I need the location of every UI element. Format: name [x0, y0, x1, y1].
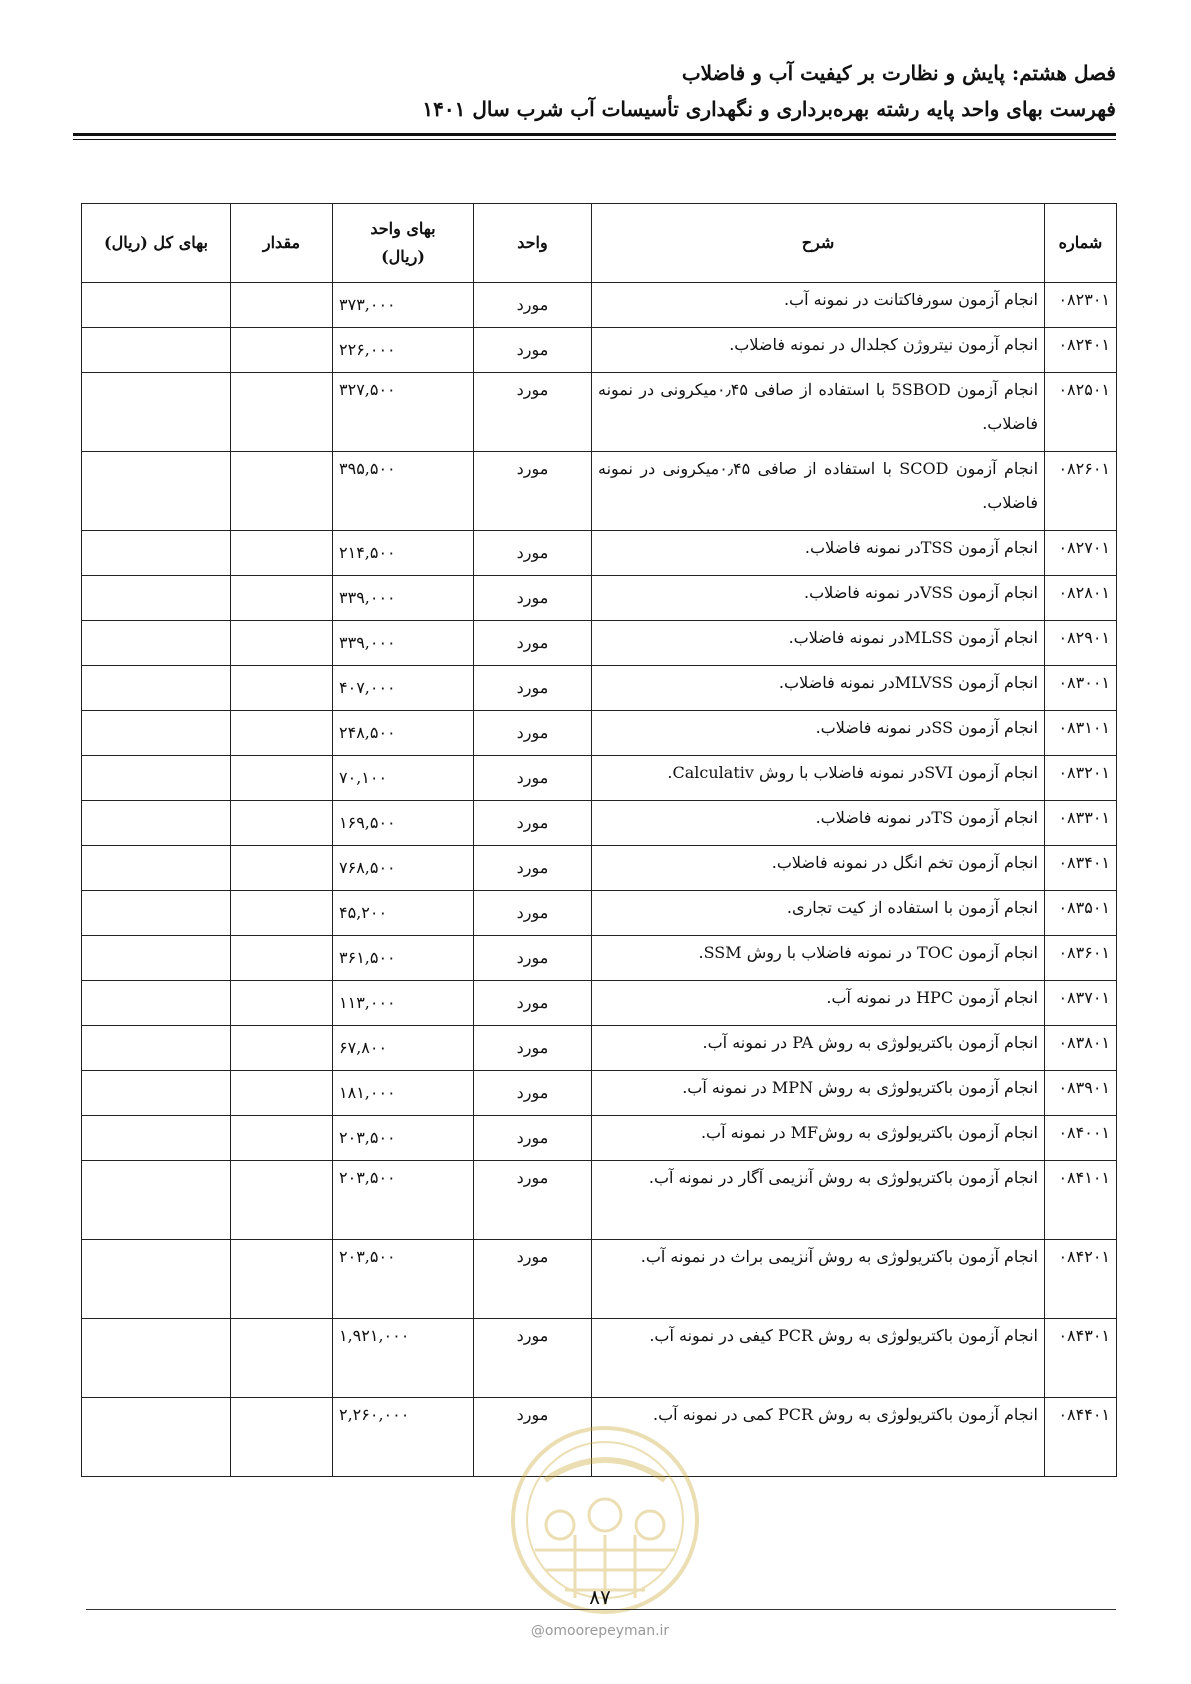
- row-unit: مورد: [474, 1026, 592, 1071]
- row-unit: مورد: [474, 981, 592, 1026]
- row-description: انجام آزمون نیتروژن کجلدال در نمونه فاضلاب.: [592, 328, 1045, 373]
- row-code: ۰۸۳۳۰۱: [1045, 801, 1117, 846]
- row-unit: مورد: [474, 328, 592, 373]
- row-quantity: [231, 1161, 333, 1240]
- row-total: [82, 328, 231, 373]
- table-row: [82, 576, 1117, 621]
- row-total: [82, 711, 231, 756]
- row-quantity: [231, 1026, 333, 1071]
- row-description: انجام آزمون باکتریولوژی به روشMF در نمونه آب.: [592, 1116, 1045, 1161]
- row-description: انجام آزمون باکتریولوژی به روش آنزیمی براث در نمونه آب.: [592, 1240, 1045, 1319]
- row-unit: مورد: [474, 576, 592, 621]
- row-total: [82, 1240, 231, 1319]
- row-unit-price: ۷۰,۱۰۰: [333, 756, 474, 801]
- table-row: [82, 1071, 1117, 1116]
- row-unit-price: ۱۸۱,۰۰۰: [333, 1071, 474, 1116]
- row-total: [82, 373, 231, 452]
- row-quantity: [231, 1398, 333, 1477]
- row-description: انجام آزمون MLSSدر نمونه فاضلاب.: [592, 621, 1045, 666]
- page-number: ۸۷: [589, 1585, 611, 1609]
- chapter-title: فصل هشتم: پایش و نظارت بر کیفیت آب و فاضلاب: [681, 61, 1116, 85]
- row-description: انجام آزمون سورفاکتانت در نمونه آب.: [592, 283, 1045, 328]
- row-description: انجام آزمون با استفاده از کیت تجاری.: [592, 891, 1045, 936]
- row-unit-price: ۱۱۳,۰۰۰: [333, 981, 474, 1026]
- row-quantity: [231, 666, 333, 711]
- row-unit: مورد: [474, 1398, 592, 1477]
- row-quantity: [231, 801, 333, 846]
- price-table: [81, 203, 1117, 1477]
- row-unit: مورد: [474, 373, 592, 452]
- row-description: انجام آزمون MLVSSدر نمونه فاضلاب.: [592, 666, 1045, 711]
- row-quantity: [231, 711, 333, 756]
- price-list-title: فهرست بهای واحد پایه رشته بهره‌برداری و نگهداری تأسیسات آب شرب سال ۱۴۰۱: [422, 97, 1116, 121]
- row-unit: مورد: [474, 711, 592, 756]
- table-row: [82, 621, 1117, 666]
- row-description: انجام آزمون باکتریولوژی به روش MPN در نمونه آب.: [592, 1071, 1045, 1116]
- row-quantity: [231, 1116, 333, 1161]
- table-row: [82, 1026, 1117, 1071]
- row-total: [82, 1071, 231, 1116]
- row-code: ۰۸۲۷۰۱: [1045, 531, 1117, 576]
- row-unit-price: ۳۳۹,۰۰۰: [333, 621, 474, 666]
- row-total: [82, 891, 231, 936]
- row-unit-price: ۱۶۹,۵۰۰: [333, 801, 474, 846]
- table-row: [82, 1319, 1117, 1398]
- row-quantity: [231, 621, 333, 666]
- row-quantity: [231, 981, 333, 1026]
- table-row: [82, 531, 1117, 576]
- table-row: [82, 283, 1117, 328]
- col-header-description: شرح: [592, 204, 1045, 283]
- row-quantity: [231, 846, 333, 891]
- table-row: [82, 666, 1117, 711]
- row-unit: مورد: [474, 666, 592, 711]
- row-quantity: [231, 373, 333, 452]
- row-quantity: [231, 452, 333, 531]
- row-description: انجام آزمون SVIدر نمونه فاضلاب با روش Calculativ.: [592, 756, 1045, 801]
- row-code: ۰۸۲۵۰۱: [1045, 373, 1117, 452]
- row-description: انجام آزمون SCOD با استفاده از صافی ۰٫۴۵میکرونی در نمونه فاضلاب.: [592, 452, 1045, 531]
- row-total: [82, 666, 231, 711]
- table-row: [82, 936, 1117, 981]
- row-unit: مورد: [474, 1161, 592, 1240]
- row-unit-price: ۲۴۸,۵۰۰: [333, 711, 474, 756]
- row-unit-price: ۲۲۶,۰۰۰: [333, 328, 474, 373]
- table-row: [82, 1240, 1117, 1319]
- row-code: ۰۸۴۰۰۱: [1045, 1116, 1117, 1161]
- row-total: [82, 452, 231, 531]
- row-unit-price: ۲,۲۶۰,۰۰۰: [333, 1398, 474, 1477]
- table-row: [82, 711, 1117, 756]
- row-description: انجام آزمون باکتریولوژی به روش PCR کمی در نمونه آب.: [592, 1398, 1045, 1477]
- row-unit-price: ۷۶۸,۵۰۰: [333, 846, 474, 891]
- row-total: [82, 283, 231, 328]
- row-code: ۰۸۲۳۰۱: [1045, 283, 1117, 328]
- row-total: [82, 1026, 231, 1071]
- row-unit: مورد: [474, 1319, 592, 1398]
- row-quantity: [231, 1240, 333, 1319]
- row-quantity: [231, 1071, 333, 1116]
- row-quantity: [231, 891, 333, 936]
- row-total: [82, 576, 231, 621]
- row-total: [82, 756, 231, 801]
- row-unit-price: ۴۵,۲۰۰: [333, 891, 474, 936]
- row-code: ۰۸۴۳۰۱: [1045, 1319, 1117, 1398]
- row-description: انجام آزمون باکتریولوژی به روش PA در نمونه آب.: [592, 1026, 1045, 1071]
- row-unit-price: ۱,۹۲۱,۰۰۰: [333, 1319, 474, 1398]
- row-code: ۰۸۲۸۰۱: [1045, 576, 1117, 621]
- row-description: انجام آزمون VSSدر نمونه فاضلاب.: [592, 576, 1045, 621]
- row-total: [82, 1116, 231, 1161]
- row-code: ۰۸۳۰۰۱: [1045, 666, 1117, 711]
- row-unit: مورد: [474, 756, 592, 801]
- col-header-unit-price: [333, 204, 474, 283]
- row-quantity: [231, 1319, 333, 1398]
- row-unit-price: ۳۲۷,۵۰۰: [333, 373, 474, 452]
- row-quantity: [231, 283, 333, 328]
- table-row: [82, 373, 1117, 452]
- table-row: [82, 846, 1117, 891]
- row-total: [82, 936, 231, 981]
- table-row: [82, 801, 1117, 846]
- row-description: انجام آزمون باکتریولوژی به روش آنزیمی آگار در نمونه آب.: [592, 1161, 1045, 1240]
- row-unit-price: ۴۰۷,۰۰۰: [333, 666, 474, 711]
- row-unit-price: ۲۱۴,۵۰۰: [333, 531, 474, 576]
- row-code: ۰۸۲۴۰۱: [1045, 328, 1117, 373]
- col-header-total: بهای کل (ریال): [82, 204, 231, 283]
- row-code: ۰۸۲۹۰۱: [1045, 621, 1117, 666]
- row-total: [82, 621, 231, 666]
- row-total: [82, 801, 231, 846]
- row-description: انجام آزمون TOC در نمونه فاضلاب با روش SSM.: [592, 936, 1045, 981]
- row-unit: مورد: [474, 283, 592, 328]
- table-row: [82, 981, 1117, 1026]
- row-unit-price: ۶۷,۸۰۰: [333, 1026, 474, 1071]
- row-code: ۰۸۳۹۰۱: [1045, 1071, 1117, 1116]
- row-unit: مورد: [474, 452, 592, 531]
- row-quantity: [231, 328, 333, 373]
- col-header-unit-price-currency: (ریال): [381, 247, 425, 266]
- row-code: ۰۸۳۶۰۱: [1045, 936, 1117, 981]
- row-description: انجام آزمون HPC در نمونه آب.: [592, 981, 1045, 1026]
- row-code: ۰۸۳۵۰۱: [1045, 891, 1117, 936]
- header-rule-thin: [73, 139, 1116, 140]
- footer-rule: [86, 1609, 1116, 1610]
- header-rule-thick: [73, 133, 1116, 136]
- table-row: [82, 1161, 1117, 1240]
- row-code: ۰۸۴۴۰۱: [1045, 1398, 1117, 1477]
- row-unit-price: ۲۰۳,۵۰۰: [333, 1161, 474, 1240]
- row-total: [82, 1398, 231, 1477]
- row-description: انجام آزمون TSSدر نمونه فاضلاب.: [592, 531, 1045, 576]
- row-unit: مورد: [474, 801, 592, 846]
- col-header-unit-price-label: بهای واحد: [370, 219, 436, 238]
- row-description: انجام آزمون 5SBOD با استفاده از صافی ۰٫۴۵میکرونی در نمونه فاضلاب.: [592, 373, 1045, 452]
- row-unit-price: ۳۳۹,۰۰۰: [333, 576, 474, 621]
- row-description: انجام آزمون تخم انگل در نمونه فاضلاب.: [592, 846, 1045, 891]
- row-description: انجام آزمون باکتریولوژی به روش PCR کیفی در نمونه آب.: [592, 1319, 1045, 1398]
- row-quantity: [231, 936, 333, 981]
- row-quantity: [231, 576, 333, 621]
- table-row: [82, 1116, 1117, 1161]
- row-unit-price: ۲۰۳,۵۰۰: [333, 1240, 474, 1319]
- row-code: ۰۸۴۱۰۱: [1045, 1161, 1117, 1240]
- row-unit-price: ۳۶۱,۵۰۰: [333, 936, 474, 981]
- row-total: [82, 981, 231, 1026]
- row-unit-price: ۲۰۳,۵۰۰: [333, 1116, 474, 1161]
- table-row: [82, 756, 1117, 801]
- row-total: [82, 1319, 231, 1398]
- row-unit: مورد: [474, 891, 592, 936]
- footer-website: @omoorepeyman.ir: [530, 1623, 670, 1639]
- row-code: ۰۸۳۲۰۱: [1045, 756, 1117, 801]
- row-total: [82, 846, 231, 891]
- row-code: ۰۸۳۱۰۱: [1045, 711, 1117, 756]
- row-code: ۰۸۳۸۰۱: [1045, 1026, 1117, 1071]
- row-unit: مورد: [474, 531, 592, 576]
- col-header-quantity: مقدار: [231, 204, 333, 283]
- row-quantity: [231, 756, 333, 801]
- row-unit: مورد: [474, 846, 592, 891]
- row-code: ۰۸۳۷۰۱: [1045, 981, 1117, 1026]
- row-code: ۰۸۲۶۰۱: [1045, 452, 1117, 531]
- col-header-number: شماره: [1045, 204, 1117, 283]
- row-unit: مورد: [474, 1240, 592, 1319]
- row-unit: مورد: [474, 936, 592, 981]
- row-code: ۰۸۳۴۰۱: [1045, 846, 1117, 891]
- page-header: [76, 58, 1116, 124]
- row-description: انجام آزمون TSدر نمونه فاضلاب.: [592, 801, 1045, 846]
- row-total: [82, 531, 231, 576]
- table-row: [82, 891, 1117, 936]
- table-row: [82, 452, 1117, 531]
- row-unit-price: ۳۷۳,۰۰۰: [333, 283, 474, 328]
- col-header-unit: واحد: [474, 204, 592, 283]
- row-unit-price: ۳۹۵,۵۰۰: [333, 452, 474, 531]
- row-unit: مورد: [474, 1116, 592, 1161]
- table-header-row: [82, 204, 1117, 283]
- row-unit: مورد: [474, 1071, 592, 1116]
- table-row: [82, 328, 1117, 373]
- row-code: ۰۸۴۲۰۱: [1045, 1240, 1117, 1319]
- row-description: انجام آزمون SSدر نمونه فاضلاب.: [592, 711, 1045, 756]
- row-unit: مورد: [474, 621, 592, 666]
- row-total: [82, 1161, 231, 1240]
- row-quantity: [231, 531, 333, 576]
